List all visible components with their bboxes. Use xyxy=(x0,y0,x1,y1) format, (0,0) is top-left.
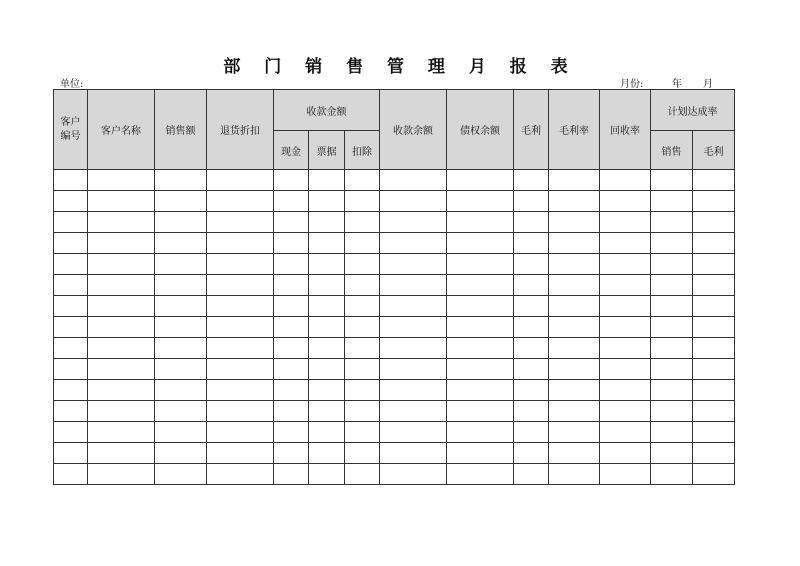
table-cell[interactable] xyxy=(155,191,207,212)
table-cell[interactable] xyxy=(447,401,514,422)
table-cell[interactable] xyxy=(207,317,274,338)
table-cell[interactable] xyxy=(447,254,514,275)
table-cell[interactable] xyxy=(155,212,207,233)
table-cell[interactable] xyxy=(274,380,309,401)
table-cell[interactable] xyxy=(155,275,207,296)
page-title: 部 门 销 售 管 理 月 报 表 xyxy=(223,57,577,77)
table-cell[interactable] xyxy=(549,170,600,191)
table-cell[interactable] xyxy=(309,233,345,254)
table-cell[interactable] xyxy=(155,443,207,464)
table-cell[interactable] xyxy=(207,380,274,401)
table-cell[interactable] xyxy=(207,254,274,275)
table-cell[interactable] xyxy=(651,296,693,317)
table-cell[interactable] xyxy=(274,422,309,443)
table-cell[interactable] xyxy=(651,275,693,296)
table-cell[interactable] xyxy=(274,191,309,212)
table-cell[interactable] xyxy=(54,338,88,359)
table-cell[interactable] xyxy=(309,317,345,338)
table-cell[interactable] xyxy=(309,359,345,380)
table-cell[interactable] xyxy=(274,170,309,191)
table-cell[interactable] xyxy=(600,233,651,254)
table-cell[interactable] xyxy=(651,422,693,443)
table-cell[interactable] xyxy=(88,359,155,380)
header-plan-gross-profit: 毛利 xyxy=(693,131,735,170)
table-cell[interactable] xyxy=(54,275,88,296)
table-cell[interactable] xyxy=(693,338,735,359)
table-cell[interactable] xyxy=(309,170,345,191)
table-cell[interactable] xyxy=(207,275,274,296)
table-cell[interactable] xyxy=(447,275,514,296)
table-cell[interactable] xyxy=(207,191,274,212)
table-cell[interactable] xyxy=(651,317,693,338)
table-cell[interactable] xyxy=(693,443,735,464)
table-cell[interactable] xyxy=(155,170,207,191)
table-cell[interactable] xyxy=(651,401,693,422)
header-return-discount: 退货折扣 xyxy=(207,90,274,170)
table-cell[interactable] xyxy=(651,443,693,464)
table-cell[interactable] xyxy=(600,191,651,212)
table-row xyxy=(54,212,735,233)
year-label: 年 xyxy=(672,79,682,90)
table-cell[interactable] xyxy=(514,170,549,191)
table-cell[interactable] xyxy=(693,191,735,212)
table-cell[interactable] xyxy=(549,359,600,380)
table-row xyxy=(54,338,735,359)
table-cell[interactable] xyxy=(514,254,549,275)
table-cell[interactable] xyxy=(88,296,155,317)
header-customer-no-line1: 客户 xyxy=(60,116,81,128)
table-cell[interactable] xyxy=(514,401,549,422)
table-cell[interactable] xyxy=(54,296,88,317)
table-cell[interactable] xyxy=(155,380,207,401)
table-cell[interactable] xyxy=(651,233,693,254)
table-cell[interactable] xyxy=(309,338,345,359)
table-cell[interactable] xyxy=(380,317,447,338)
table-cell[interactable] xyxy=(155,422,207,443)
table-cell[interactable] xyxy=(155,338,207,359)
table-cell[interactable] xyxy=(651,380,693,401)
table-cell[interactable] xyxy=(309,275,345,296)
table-cell[interactable] xyxy=(309,254,345,275)
table-row xyxy=(54,401,735,422)
report-body xyxy=(54,170,735,485)
table-cell[interactable] xyxy=(380,191,447,212)
table-cell[interactable] xyxy=(514,212,549,233)
table-row xyxy=(54,170,735,191)
month-label: 月份: xyxy=(620,79,644,90)
table-cell[interactable] xyxy=(54,380,88,401)
table-cell[interactable] xyxy=(514,443,549,464)
table-cell[interactable] xyxy=(600,170,651,191)
sales-report-table xyxy=(53,89,735,485)
table-cell[interactable] xyxy=(549,338,600,359)
table-cell[interactable] xyxy=(693,254,735,275)
table-cell[interactable] xyxy=(207,338,274,359)
table-cell[interactable] xyxy=(447,443,514,464)
table-cell[interactable] xyxy=(345,443,380,464)
table-cell[interactable] xyxy=(447,422,514,443)
table-cell[interactable] xyxy=(514,359,549,380)
table-cell[interactable] xyxy=(380,233,447,254)
table-row xyxy=(54,359,735,380)
table-cell[interactable] xyxy=(549,317,600,338)
table-cell[interactable] xyxy=(549,233,600,254)
table-cell[interactable] xyxy=(88,275,155,296)
table-row xyxy=(54,464,735,485)
table-cell[interactable] xyxy=(514,338,549,359)
header-receipt-amount: 收款金额 xyxy=(274,90,380,131)
table-cell[interactable] xyxy=(88,338,155,359)
table-cell[interactable] xyxy=(88,212,155,233)
table-cell[interactable] xyxy=(693,359,735,380)
table-cell[interactable] xyxy=(274,464,309,485)
table-cell[interactable] xyxy=(549,212,600,233)
table-cell[interactable] xyxy=(88,401,155,422)
table-cell[interactable] xyxy=(274,254,309,275)
header-sales-amount: 销售额 xyxy=(155,90,207,170)
table-cell[interactable] xyxy=(514,296,549,317)
table-row xyxy=(54,317,735,338)
table-cell[interactable] xyxy=(274,212,309,233)
table-cell[interactable] xyxy=(345,464,380,485)
table-cell[interactable] xyxy=(309,401,345,422)
table-cell[interactable] xyxy=(600,401,651,422)
table-cell[interactable] xyxy=(155,233,207,254)
table-cell[interactable] xyxy=(207,443,274,464)
table-cell[interactable] xyxy=(693,317,735,338)
table-cell[interactable] xyxy=(54,401,88,422)
table-cell[interactable] xyxy=(345,170,380,191)
table-cell[interactable] xyxy=(693,233,735,254)
table-cell[interactable] xyxy=(309,296,345,317)
table-cell[interactable] xyxy=(309,464,345,485)
table-cell[interactable] xyxy=(88,422,155,443)
table-cell[interactable] xyxy=(600,464,651,485)
table-cell[interactable] xyxy=(345,191,380,212)
table-cell[interactable] xyxy=(155,464,207,485)
table-cell[interactable] xyxy=(274,296,309,317)
table-cell[interactable] xyxy=(207,422,274,443)
table-cell[interactable] xyxy=(600,296,651,317)
table-cell[interactable] xyxy=(345,380,380,401)
table-cell[interactable] xyxy=(274,401,309,422)
table-cell[interactable] xyxy=(693,422,735,443)
table-cell[interactable] xyxy=(651,338,693,359)
table-cell[interactable] xyxy=(207,233,274,254)
table-row xyxy=(54,191,735,212)
table-cell[interactable] xyxy=(549,401,600,422)
table-cell[interactable] xyxy=(309,191,345,212)
table-cell[interactable] xyxy=(88,380,155,401)
table-cell[interactable] xyxy=(600,254,651,275)
table-cell[interactable] xyxy=(207,401,274,422)
table-cell[interactable] xyxy=(447,170,514,191)
table-cell[interactable] xyxy=(651,359,693,380)
table-cell[interactable] xyxy=(447,338,514,359)
month-unit-label: 月 xyxy=(703,79,713,90)
header-gross-profit: 毛利 xyxy=(514,90,549,170)
table-cell[interactable] xyxy=(693,275,735,296)
table-cell[interactable] xyxy=(274,275,309,296)
table-cell[interactable] xyxy=(380,296,447,317)
table-row xyxy=(54,443,735,464)
table-cell[interactable] xyxy=(88,317,155,338)
table-cell[interactable] xyxy=(693,296,735,317)
table-cell[interactable] xyxy=(693,380,735,401)
table-cell[interactable] xyxy=(207,359,274,380)
table-cell[interactable] xyxy=(549,380,600,401)
table-cell[interactable] xyxy=(514,233,549,254)
table-cell[interactable] xyxy=(693,401,735,422)
header-plan-sales: 销售 xyxy=(651,131,693,170)
table-cell[interactable] xyxy=(380,359,447,380)
table-cell[interactable] xyxy=(155,296,207,317)
table-row xyxy=(54,233,735,254)
table-cell[interactable] xyxy=(600,380,651,401)
header-collection-rate: 回收率 xyxy=(600,90,651,170)
table-row xyxy=(54,422,735,443)
table-cell[interactable] xyxy=(380,380,447,401)
table-cell[interactable] xyxy=(345,212,380,233)
table-cell[interactable] xyxy=(309,212,345,233)
table-cell[interactable] xyxy=(651,170,693,191)
header-customer-name: 客户名称 xyxy=(88,90,155,170)
table-cell[interactable] xyxy=(88,233,155,254)
table-cell[interactable] xyxy=(274,317,309,338)
table-row xyxy=(54,254,735,275)
table-cell[interactable] xyxy=(514,191,549,212)
unit-label: 单位: xyxy=(60,79,84,90)
header-customer-no xyxy=(54,90,88,170)
table-cell[interactable] xyxy=(155,359,207,380)
header-cash: 现金 xyxy=(274,131,309,170)
table-cell[interactable] xyxy=(514,464,549,485)
table-cell[interactable] xyxy=(447,359,514,380)
table-cell[interactable] xyxy=(380,275,447,296)
table-cell[interactable] xyxy=(207,170,274,191)
table-cell[interactable] xyxy=(345,254,380,275)
table-cell[interactable] xyxy=(54,317,88,338)
header-debt-balance: 债权余额 xyxy=(447,90,514,170)
table-cell[interactable] xyxy=(207,464,274,485)
table-cell[interactable] xyxy=(54,359,88,380)
header-customer-no-line2: 编号 xyxy=(60,130,81,142)
table-cell[interactable] xyxy=(600,422,651,443)
header-gross-margin: 毛利率 xyxy=(549,90,600,170)
table-cell[interactable] xyxy=(345,422,380,443)
table-cell[interactable] xyxy=(380,443,447,464)
table-cell[interactable] xyxy=(345,338,380,359)
table-cell[interactable] xyxy=(600,338,651,359)
table-cell[interactable] xyxy=(54,170,88,191)
table-cell[interactable] xyxy=(207,212,274,233)
table-cell[interactable] xyxy=(447,191,514,212)
table-cell[interactable] xyxy=(651,254,693,275)
table-cell[interactable] xyxy=(309,443,345,464)
table-cell[interactable] xyxy=(651,212,693,233)
table-cell[interactable] xyxy=(274,338,309,359)
table-cell[interactable] xyxy=(651,191,693,212)
table-row xyxy=(54,275,735,296)
table-cell[interactable] xyxy=(549,443,600,464)
table-cell[interactable] xyxy=(693,464,735,485)
table-cell[interactable] xyxy=(380,422,447,443)
table-cell[interactable] xyxy=(380,254,447,275)
table-cell[interactable] xyxy=(88,443,155,464)
table-cell[interactable] xyxy=(155,401,207,422)
table-cell[interactable] xyxy=(447,464,514,485)
table-row xyxy=(54,380,735,401)
table-cell[interactable] xyxy=(88,254,155,275)
table-cell[interactable] xyxy=(309,422,345,443)
table-cell[interactable] xyxy=(155,254,207,275)
header-plan-completion-rate: 计划达成率 xyxy=(651,90,735,131)
table-cell[interactable] xyxy=(274,443,309,464)
table-cell[interactable] xyxy=(380,338,447,359)
table-cell[interactable] xyxy=(549,464,600,485)
table-cell[interactable] xyxy=(54,422,88,443)
table-cell[interactable] xyxy=(309,380,345,401)
table-cell[interactable] xyxy=(447,317,514,338)
table-cell[interactable] xyxy=(549,191,600,212)
table-cell[interactable] xyxy=(380,212,447,233)
table-cell[interactable] xyxy=(345,233,380,254)
table-cell[interactable] xyxy=(549,275,600,296)
table-cell[interactable] xyxy=(345,317,380,338)
table-cell[interactable] xyxy=(380,464,447,485)
table-cell[interactable] xyxy=(380,170,447,191)
table-cell[interactable] xyxy=(600,212,651,233)
table-cell[interactable] xyxy=(88,170,155,191)
table-cell[interactable] xyxy=(54,212,88,233)
table-cell[interactable] xyxy=(600,275,651,296)
table-cell[interactable] xyxy=(88,191,155,212)
table-cell[interactable] xyxy=(345,359,380,380)
table-cell[interactable] xyxy=(54,254,88,275)
table-cell[interactable] xyxy=(651,464,693,485)
table-row xyxy=(54,296,735,317)
header-deduction: 扣除 xyxy=(345,131,380,170)
table-cell[interactable] xyxy=(345,275,380,296)
table-cell[interactable] xyxy=(693,212,735,233)
table-cell[interactable] xyxy=(514,275,549,296)
table-cell[interactable] xyxy=(447,233,514,254)
table-cell[interactable] xyxy=(345,296,380,317)
table-cell[interactable] xyxy=(693,170,735,191)
table-cell[interactable] xyxy=(600,359,651,380)
table-cell[interactable] xyxy=(447,380,514,401)
table-cell[interactable] xyxy=(447,212,514,233)
table-cell[interactable] xyxy=(549,422,600,443)
table-cell[interactable] xyxy=(600,443,651,464)
header-bill: 票据 xyxy=(309,131,345,170)
table-cell[interactable] xyxy=(600,317,651,338)
table-cell[interactable] xyxy=(155,317,207,338)
table-cell[interactable] xyxy=(207,296,274,317)
table-cell[interactable] xyxy=(54,233,88,254)
header-receipt-balance: 收款余额 xyxy=(380,90,447,170)
table-cell[interactable] xyxy=(514,380,549,401)
table-cell[interactable] xyxy=(345,401,380,422)
table-cell[interactable] xyxy=(514,422,549,443)
table-cell[interactable] xyxy=(274,233,309,254)
table-cell[interactable] xyxy=(54,443,88,464)
table-cell[interactable] xyxy=(274,359,309,380)
table-cell[interactable] xyxy=(54,191,88,212)
table-cell[interactable] xyxy=(54,464,88,485)
table-cell[interactable] xyxy=(447,296,514,317)
table-cell[interactable] xyxy=(549,296,600,317)
table-cell[interactable] xyxy=(88,464,155,485)
table-cell[interactable] xyxy=(549,254,600,275)
table-cell[interactable] xyxy=(380,401,447,422)
table-cell[interactable] xyxy=(514,317,549,338)
